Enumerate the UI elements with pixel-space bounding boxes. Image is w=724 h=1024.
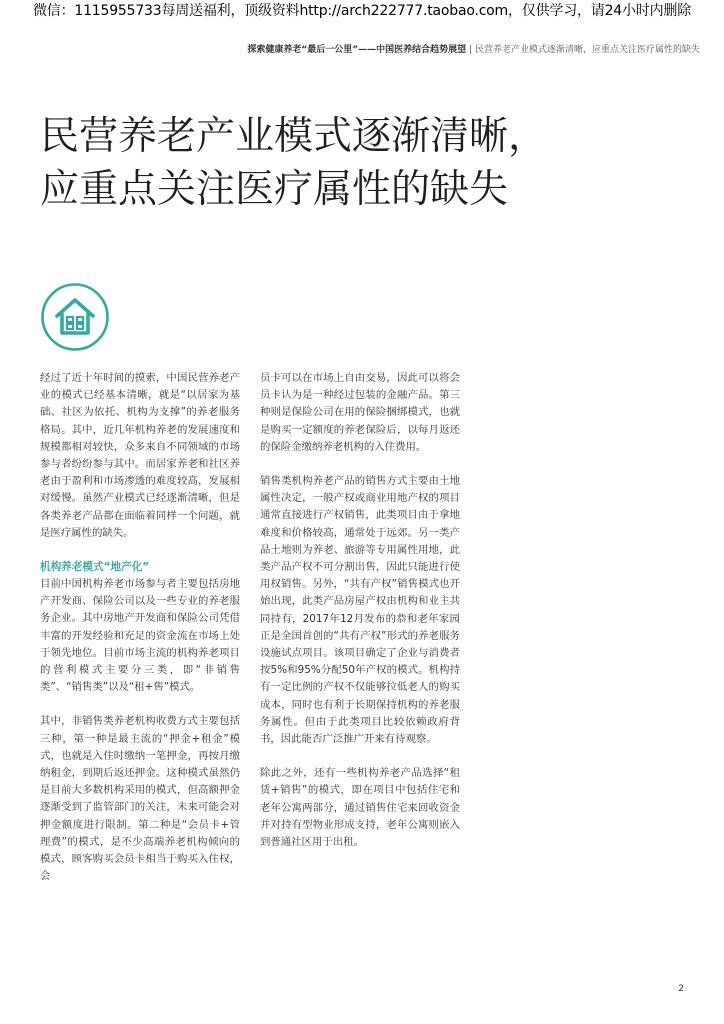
page-title [40, 110, 700, 216]
house-icon [40, 282, 110, 352]
left-column [40, 370, 240, 902]
right-paragraph-lease-sale: 除此之外，还有一些机构养老产品选择“租赁+销售”的模式，即在项目中包括住宅和老年公寓两部分，通过销售住宅来回收资金并对持有型物业形成支持，老年公寓则嵌入到普通社区用于出租。 [260, 767, 460, 849]
page-title-line-2: 应重点关注医疗属性的缺失 [40, 167, 509, 212]
left-paragraph-intro: 经过了近十年时间的摸索，中国民营养老产业的模式已经基本清晰，就是“以居家为基础、社区为依托、机构为支撑”的养老服务格局。其中，近几年机构养老的发展速度和规模都相对较快，众多来自不同领域的市场参与者纷纷参与其中。而居家养老和社区养老由于盈利和市场渗透的难度较高，发展相对缓慢。虽然产业模式已经逐渐清晰，但是各类养老产品都在面临着同样一个问题，就是医疗属性的缺失。 [40, 372, 240, 539]
running-header-section: 民营养老产业模式逐渐清晰，应重点关注医疗属性的缺失 [474, 45, 700, 55]
left-paragraph-market: 目前中国机构养老市场参与者主要包括房地产开发商、保险公司以及一些专业的养老服务企业。其中房地产开发商和保险公司凭借丰富的开发经验和充足的资金流在市场上处于领先地位。目前市场主流的机构养老项目的营利模式主要分三类，即“非销售类”、“销售类”以及“租+售”模式。 [40, 578, 240, 694]
watermark-banner: 微信：1115955733每周送福利，顶级资料http://arch222777.taobao.com，仅供学习，请24小时内删除 [32, 3, 692, 19]
house-icon-graphic [40, 282, 110, 352]
running-header-separator: | [469, 45, 473, 55]
right-paragraph-membership: 员卡可以在市场上自由交易，因此可以将会员卡认为是一种经过包装的金融产品。第三种则是保险公司在用的保险捆绑模式，也就是购买一定额度的养老保险后，以每月返还的保险金缴纳养老机构的入住费用。 [260, 372, 460, 453]
section-heading-institutional-care: 机构养老模式“地产化” [40, 561, 150, 574]
left-paragraph-fees: 其中，非销售类养老机构收费方式主要包括三种，第一种是最主流的“押金+租金”模式，也就是入住时缴纳一笔押金，再按月缴纳租金，到期后返还押金。这种模式虽然仍是目前大多数机构采用的模式，但高额押金逐渐受到了监管部门的关注，未来可能会对押金额度进行限制。第二种是“会员卡+管理费”的模式，是不少高端养老机构倾向的模式，顾客购买会员卡相当于购买入住权，会 [40, 715, 240, 883]
page-title-line-1: 民营养老产业模式逐渐清晰， [40, 114, 548, 159]
right-paragraph-sales: 销售类机构养老产品的销售方式主要由土地属性决定，一般产权或商业用地产权的项目通常直接进行产权销售，此类项目由于拿地难度和价格较高，通常处于远郊。另一类产品土地则为养老、旅游等专用属性用地，此类产品产权不可分割出售，因此只能进行使用权销售。另外，“共有产权”销售模式也开始出现，此类产品房屋产权由机构和业主共同持有，2017年12月发布的恭和老年家园正是全国首创的“共有产权”形式的养老服务设施试点项目。该项目确定了企业与消费者按5%和95%分配50年产权的模式。机构持有一定比例的产权不仅能够拉低老人的购买成本，同时也有利于长期保持机构的养老服务属性。但由于此类项目比较依赖政府背书，因此能否广泛推广开来有待观察。 [260, 475, 460, 746]
running-header-report-title: 探索健康养老“最后一公里”——中国医养结合趋势展望 [247, 45, 467, 55]
page-number: 2 [678, 984, 684, 994]
right-column [260, 370, 460, 868]
running-header [247, 42, 700, 55]
